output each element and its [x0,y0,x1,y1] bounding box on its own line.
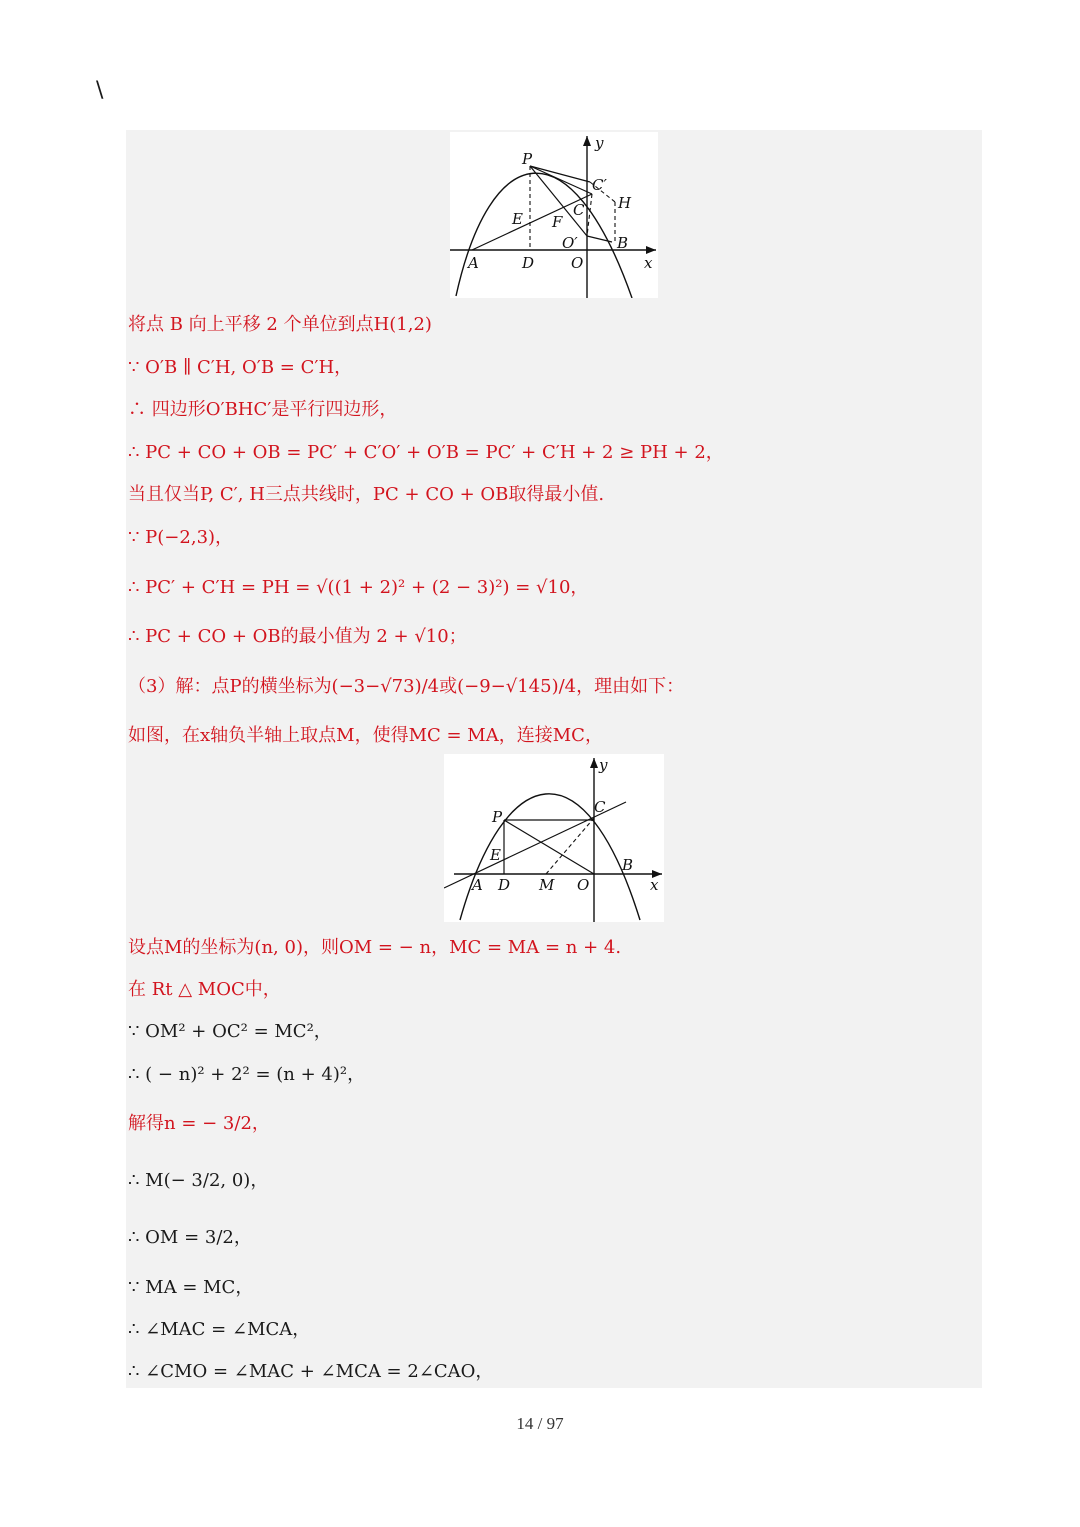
label-C-2: C [594,798,606,816]
text-line-14: ∴ ( − n)² + 2² = (n + 4)²， [128,1064,366,1085]
label-C: C [573,201,585,219]
text-line-3: ∴ 四边形O′BHC′是平行四边形， [128,399,398,420]
text-line-9: （3）解：点P的横坐标为(−3−√73)/4或(−9−√145)/4，理由如下： [128,676,685,697]
label-D: D [522,254,535,272]
figure-1-svg [450,132,658,298]
page-number: 14 / 97 [516,1414,564,1433]
figure-point-M [444,754,664,922]
text-line-18: ∵ MA = MC， [128,1277,254,1298]
label-y: y [595,134,604,152]
text-line-1: 将点 B 向上平移 2 个单位到点H(1,2) [128,314,432,335]
label-O: O [571,254,584,272]
text-line-4: ∴ PC + CO + OB = PC′ + C′O′ + O′B = PC′ + C′H + 2 ≥ PH + 2， [128,442,724,463]
label-O-prime: O′ [562,234,578,252]
label-O-2: O [577,876,590,894]
text-line-2: ∵ O′B ∥ C′H, O′B = C′H， [128,357,353,378]
label-B-2: B [622,856,634,874]
text-line-20: ∴ ∠CMO = ∠MAC + ∠MCA = 2∠CAO， [128,1361,494,1382]
text-line-5: 当且仅当P, C′, H三点共线时，PC + CO + OB取得最小值. [128,484,605,505]
label-D-2: D [498,876,511,894]
text-line-13: ∵ OM² + OC² = MC²， [128,1021,332,1042]
text-line-19: ∴ ∠MAC = ∠MCA， [128,1319,311,1340]
label-E: E [512,210,523,228]
label-C-prime: C′ [592,176,607,194]
label-H: H [618,194,632,212]
text-line-12: 在 Rt △ MOC中， [128,979,281,1000]
text-line-8: ∴ PC + CO + OB的最小值为 2 + √10； [128,626,467,647]
text-line-10: 如图，在x轴负半轴上取点M，使得MC = MA，连接MC， [128,725,603,746]
text-line-6: ∵ P(−2,3)， [128,527,234,548]
text-line-11: 设点M的坐标为(n, 0)，则OM = − n，MC = MA = n + 4. [128,937,622,958]
label-x-2: x [650,876,659,894]
text-line-7: ∴ PC′ + C′H = PH = √((1 + 2)² + (2 − 3)²) = √10， [128,577,589,598]
text-line-17: ∴ OM = 3/2， [128,1227,252,1248]
label-F: F [552,213,563,231]
label-M-2: M [539,876,555,894]
label-E-2: E [490,846,501,864]
label-A-2: A [472,876,483,894]
label-A: A [468,254,479,272]
label-B: B [617,234,629,252]
text-line-15: 解得n = − 3/2， [128,1113,270,1134]
text-line-16: ∴ M(− 3/2, 0)， [128,1170,269,1191]
label-x: x [644,254,653,272]
figure-2-svg [444,754,664,922]
label-y-2: y [599,756,608,774]
label-P: P [522,150,533,168]
corner-mark: \ [96,78,104,103]
label-P-2: P [492,808,503,826]
figure-parabola-translation [450,132,658,298]
